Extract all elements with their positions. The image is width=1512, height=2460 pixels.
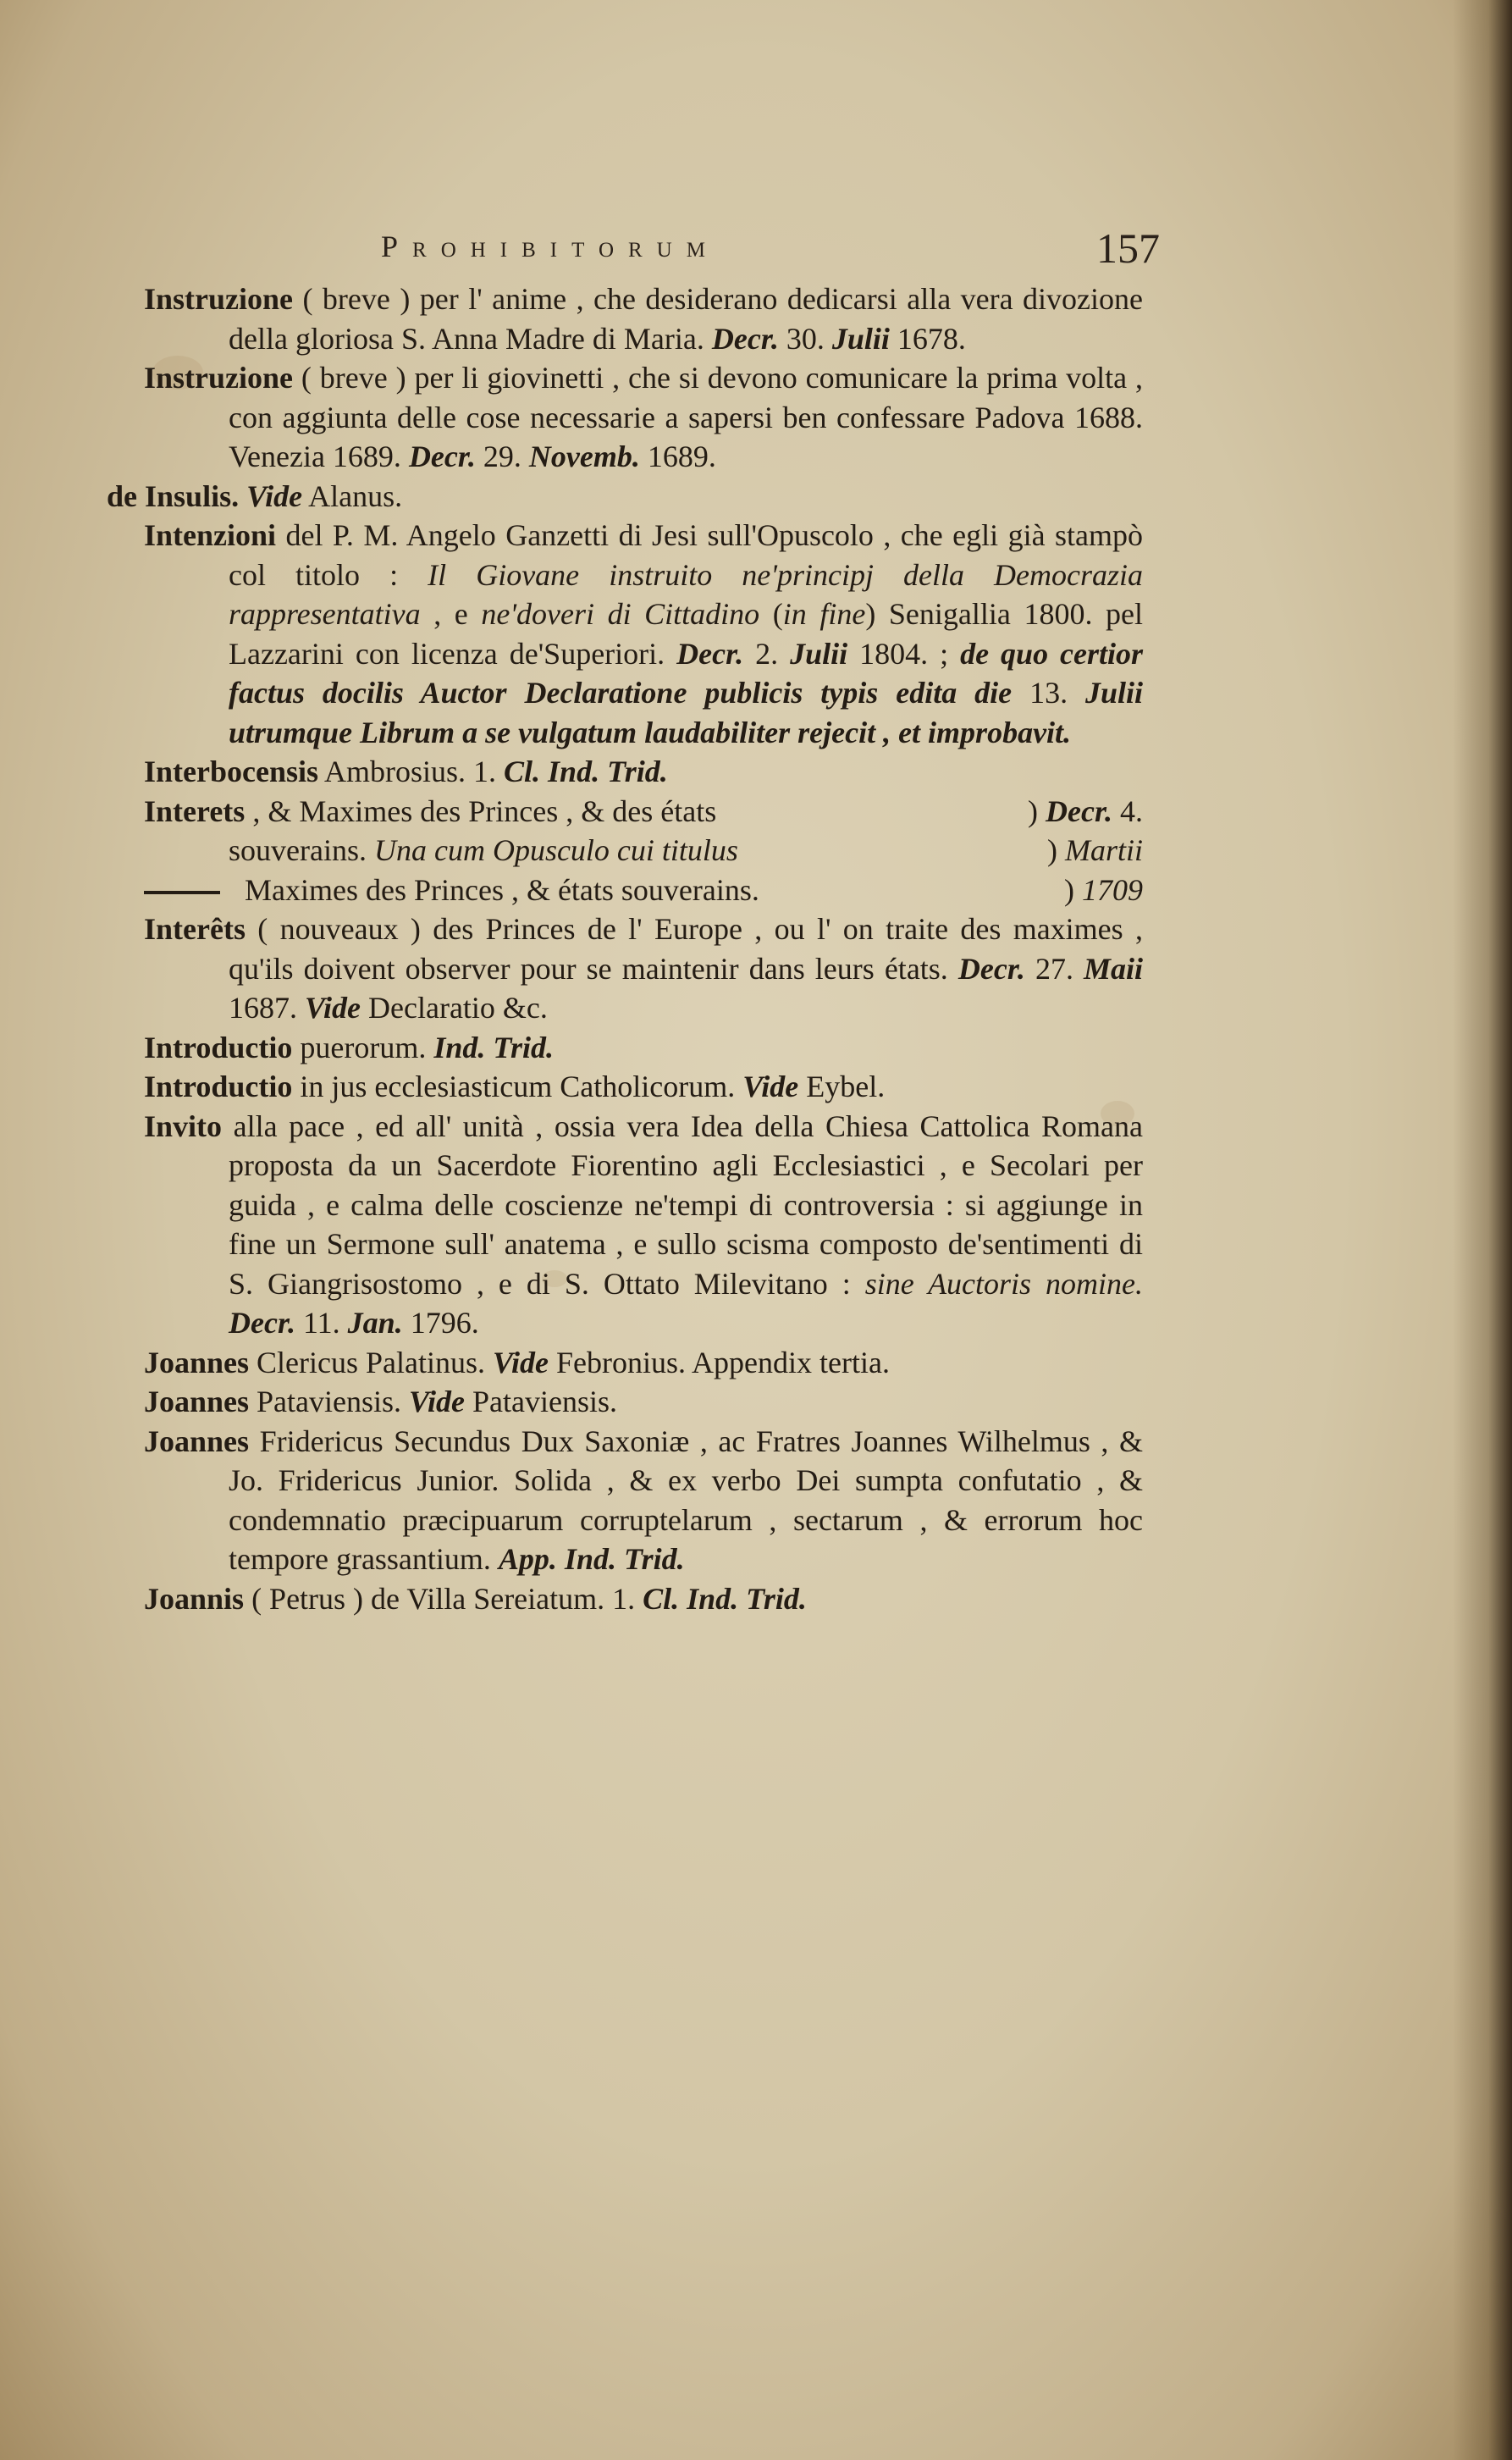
index-entry (144, 909, 1143, 1028)
decree-label: Decr. (711, 321, 779, 356)
index-reference: App. Ind. Trid. (498, 1542, 685, 1576)
vide-label: Vide (409, 1385, 466, 1418)
index-entry (144, 358, 1143, 477)
entry-headword: Joannes (144, 1385, 250, 1418)
index-entry (144, 1343, 1143, 1383)
index-reference: Cl. Ind. Trid. (643, 1581, 807, 1616)
decree-month: Jan. (347, 1306, 403, 1340)
decree-year: 1689. (647, 439, 716, 473)
class-number: 1. (473, 755, 497, 788)
index-entry (144, 1107, 1143, 1343)
entry-text: souverains. (229, 833, 367, 867)
class-number: 1. (612, 1581, 636, 1616)
index-entry (144, 1382, 1143, 1422)
entry-text: ( Petrus ) de Villa Sereiatum. (251, 1581, 605, 1616)
index-entry-line (144, 831, 1143, 871)
entry-text: del P. M. Angelo Ganzetti di Jesi sull'Opuscolo , che egli già stampò col titolo : (229, 518, 1144, 592)
index-entries (107, 279, 1144, 1618)
cross-reference: Declaratio &c. (368, 991, 548, 1025)
decree-year: 1796. (410, 1306, 479, 1340)
decree-month: Novemb. (528, 439, 640, 473)
decree-month: Julii (831, 321, 890, 356)
entry-headword: Instruzione (144, 282, 294, 316)
decree-label: Decr. (1046, 793, 1112, 828)
vide-label: Vide (305, 991, 361, 1025)
index-entry-line (144, 871, 1143, 910)
entry-headword: Introductio (144, 1070, 293, 1103)
entry-text: Ambrosius. (324, 755, 466, 788)
page-number: 157 (1096, 224, 1160, 272)
entry-headword: Joannes (144, 1423, 250, 1458)
index-entry (107, 477, 1143, 517)
in-fine-label: in fine (782, 597, 866, 631)
index-entry (144, 279, 1143, 358)
entry-headword: Joannes (144, 1345, 250, 1379)
cross-reference: Febronius. Appendix tertia. (556, 1345, 890, 1379)
cross-reference: Eybel. (806, 1070, 886, 1103)
decree-label: Decr. (408, 439, 476, 473)
index-entry-line (144, 792, 1143, 832)
book-title: Il Giovane instruito ne'principj della Democrazia rappresentativa (229, 557, 1144, 631)
index-reference: Cl. Ind. Trid. (504, 755, 668, 788)
ditto-dash (144, 891, 220, 894)
entry-text: ( breve ) per l' anime , che desiderano dedicarsi alla vera divozione della gloriosa S. Anna Madre di Maria. (229, 282, 1144, 356)
entry-headword: Interêts (144, 912, 246, 946)
index-reference: Ind. Trid. (433, 1030, 555, 1064)
entry-headword: de Insulis. (107, 478, 240, 513)
index-entry (144, 1579, 1143, 1619)
decree-label: Decr. (676, 636, 744, 671)
page-header (381, 224, 1160, 279)
entry-text: in jus ecclesiasticum Catholicorum. (300, 1070, 736, 1103)
latin-note: de quo certior factus docilis Auctor Declaratione publicis typis edita die (229, 636, 1144, 710)
decree-day: 2. (755, 636, 779, 671)
index-entry (144, 752, 1143, 792)
entry-text: ( breve ) per li giovinetti , che si devono comunicare la prima volta , con aggiunta delle cose necessarie a sapersi ben confessare Padova 1688. Venezia 1689. (229, 361, 1143, 473)
entry-text: Pataviensis. (257, 1385, 402, 1418)
entry-headword: Invito (144, 1108, 223, 1143)
index-entry (144, 1028, 1143, 1068)
bracket: ) (1028, 793, 1039, 828)
entry-headword: Interets (144, 793, 246, 828)
entry-text: ( nouveaux ) des Princes de l' Europe , ou l' on traite des maximes , qu'ils doivent observer pour se maintenir dans leurs états. (229, 912, 1144, 986)
decree-day: 4. (1120, 793, 1143, 828)
entry-text: Alanus. (308, 478, 403, 513)
entry-text: , & Maximes des Princes , & des états (252, 793, 717, 828)
entry-headword: Interbocensis (144, 755, 318, 788)
decree-label: Decr. (229, 1306, 295, 1340)
decree-year: 1678. (897, 321, 966, 356)
entry-text: ( (772, 597, 783, 631)
vide-label: Vide (246, 478, 303, 513)
book-title: ne'doveri di Cittadino (481, 597, 760, 631)
index-entry (144, 1422, 1143, 1579)
una-cum-note: Una cum Opusculo cui titulus (373, 833, 738, 867)
running-head: Prohibitorum (381, 229, 720, 263)
latin-note-day: 13. (1029, 676, 1068, 710)
latin-note-end: Julii utrumque Librum a se vulgatum laudabiliter rejecit , et improbavit. (229, 676, 1144, 749)
decree-day: 27. (1035, 951, 1073, 986)
entry-text: Clericus Palatinus. (257, 1345, 485, 1379)
book-spine-shadow (1453, 0, 1512, 2460)
entry-headword: Intenzioni (144, 518, 277, 552)
entry-text: puerorum. (300, 1030, 427, 1064)
entry-headword: Joannis (144, 1581, 245, 1616)
entry-text: Maximes des Princes , & états souverains. (245, 872, 759, 907)
cross-reference: Pataviensis. (472, 1385, 618, 1418)
decree-day: 29. (483, 439, 521, 473)
decree-label: Decr. (957, 951, 1025, 986)
entry-headword: Introductio (144, 1030, 293, 1064)
decree-day: 30. (786, 321, 825, 356)
index-entry-group (144, 792, 1143, 910)
decree-month: Julii (790, 636, 848, 671)
decree-year: 1804. ; (859, 636, 949, 671)
decree-month: Martii (1064, 833, 1143, 867)
index-entry (144, 1067, 1143, 1107)
entry-text: Fridericus Secundus Dux Saxoniæ , ac Fratres Joannes Wilhelmus , & Jo. Fridericus Junior. Solida , & ex verbo Dei sumpta confutatio , & condemnatio præcipuarum corruptelarum , sectarum , & errorum hoc tempore grassantium. (229, 1423, 1144, 1576)
vide-label: Vide (742, 1070, 799, 1103)
entry-text: , e (433, 597, 468, 631)
entry-text: alla pace , ed all' unità , ossia vera Idea della Chiesa Cattolica Romana proposta da un Sacerdote Fiorentino agli Ecclesiastici , e Secolari per guida , e calma delle coscienze ne'tempi di controversia : si aggiunge in fine un Sermone sull' anatema , e sullo scisma composto de'sentimenti di S. Giangrisostomo , e di S. Ottato Milevitano : (229, 1108, 1143, 1301)
decree-day: 11. (302, 1306, 340, 1340)
decree-month: Maii (1084, 951, 1144, 986)
decree-year: 1687. (229, 991, 297, 1025)
vide-label: Vide (493, 1345, 549, 1379)
entry-headword: Instruzione (144, 361, 294, 395)
entry-text: ) Senigallia 1800. pel Lazzarini con licenza de'Superiori. (229, 597, 1143, 671)
decree-year: 1709 (1082, 872, 1143, 907)
index-entry (144, 516, 1143, 752)
bracket: ) (1046, 833, 1057, 867)
sine-auctoris-note: sine Auctoris nomine. (864, 1266, 1144, 1301)
bracket: ) (1064, 872, 1074, 907)
